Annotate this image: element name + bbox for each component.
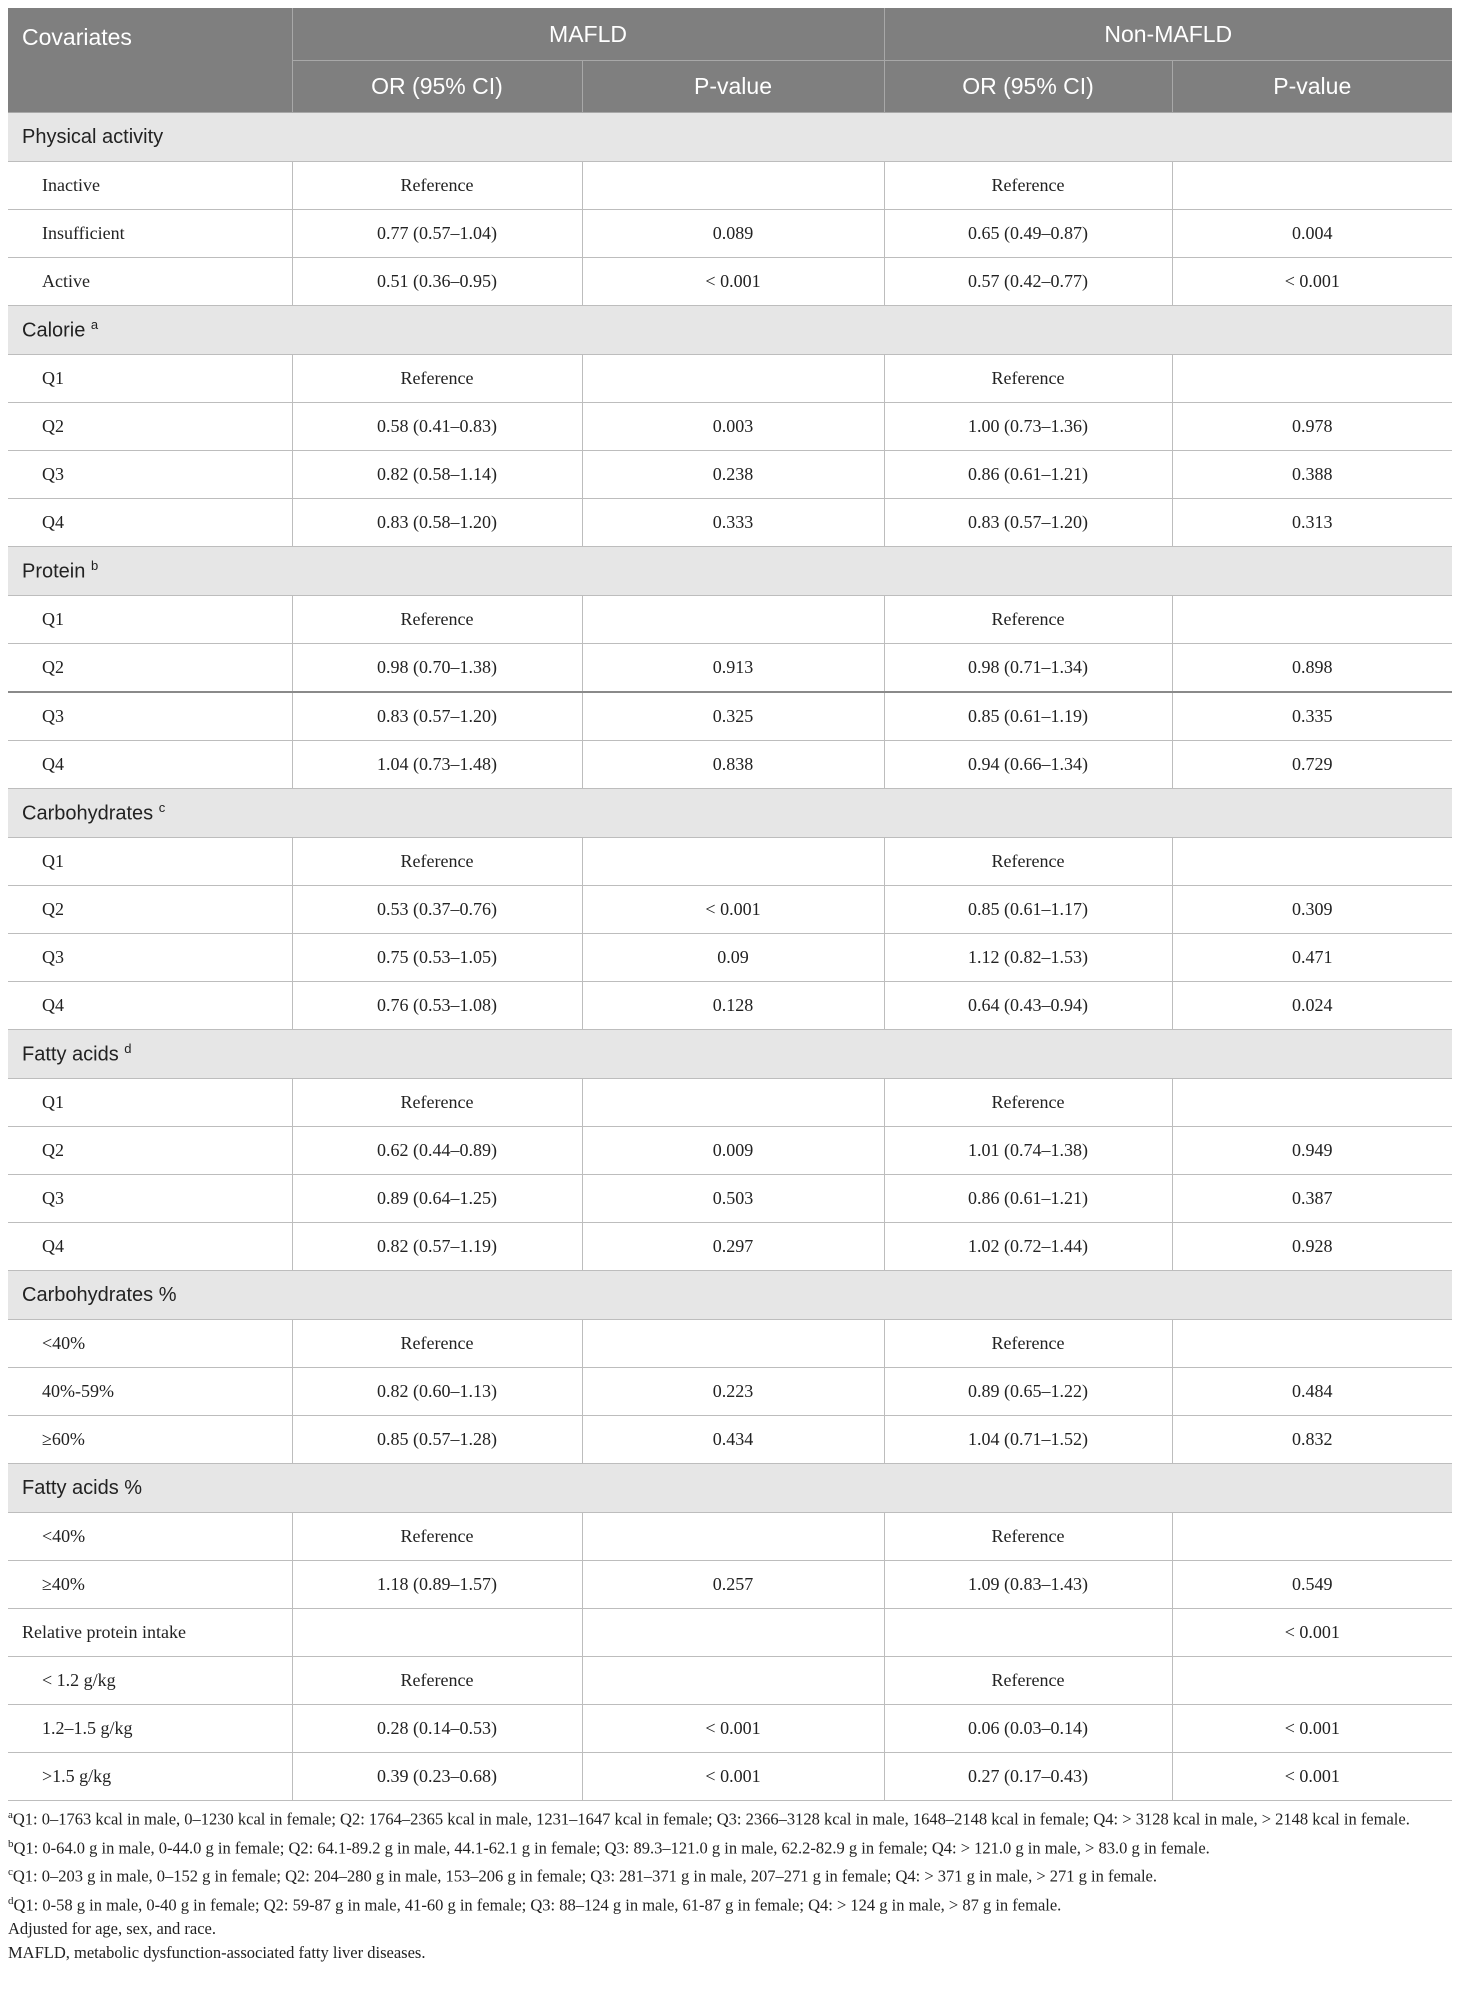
calorie-group [8,306,1452,547]
mafld-p: 0.009 [582,1127,884,1175]
mafld-or: 0.82 (0.57–1.19) [292,1223,582,1271]
row-label: ≥60% [8,1416,292,1464]
mafld-or: 0.62 (0.44–0.89) [292,1127,582,1175]
mafld-or: 0.75 (0.53–1.05) [292,934,582,982]
non-mafld-or: 1.02 (0.72–1.44) [884,1223,1172,1271]
non-mafld-or: 0.65 (0.49–0.87) [884,210,1172,258]
table-row [8,1320,1452,1368]
non-mafld-or: Reference [884,1657,1172,1705]
mafld-p: 0.257 [582,1561,884,1609]
table-row [8,499,1452,547]
carbohydrates-group [8,789,1452,1030]
row-label: Q2 [8,403,292,451]
mafld-p [582,838,884,886]
protein-group [8,547,1452,789]
mafld-header: MAFLD [292,8,884,61]
non-mafld-p-header: P-value [1172,61,1452,113]
non-mafld-or: 1.09 (0.83–1.43) [884,1561,1172,1609]
table-row [8,1657,1452,1705]
mafld-p: 0.913 [582,644,884,693]
mafld-or: 0.77 (0.57–1.04) [292,210,582,258]
table-row [8,741,1452,789]
fatty-acids-group [8,1030,1452,1271]
non-mafld-p [1172,1320,1452,1368]
non-mafld-p: 0.832 [1172,1416,1452,1464]
non-mafld-or: 1.04 (0.71–1.52) [884,1416,1172,1464]
section-header [8,1030,1452,1079]
row-label: Active [8,258,292,306]
row-label: Q3 [8,692,292,741]
mafld-p [582,1320,884,1368]
mafld-p [582,1609,884,1657]
non-mafld-or: Reference [884,355,1172,403]
row-label: Q2 [8,886,292,934]
row-label: Inactive [8,162,292,210]
relative-protein-group [8,1609,1452,1801]
mafld-p [582,1513,884,1561]
table-row [8,451,1452,499]
non-mafld-p: 0.471 [1172,934,1452,982]
non-mafld-or-header: OR (95% CI) [884,61,1172,113]
mafld-or: 0.89 (0.64–1.25) [292,1175,582,1223]
mafld-or: 0.51 (0.36–0.95) [292,258,582,306]
footnote-adjusted: Adjusted for age, sex, and race. [8,1919,216,1938]
non-mafld-p: 0.335 [1172,692,1452,741]
mafld-p: < 0.001 [582,1753,884,1801]
footnote-a: $^a$Q1: 0–1763 kcal in male, 0–1230 kcal in female; Q2: 1764–2365 kcal in male, 1231–1647 kcal in female; Q3: 2366–3128 kcal in male, 1648–2148 kcal in female; Q4: > 3128 kcal in male, > 2148 kcal in female. [8,1809,1410,1829]
mafld-p: 0.503 [582,1175,884,1223]
mafld-or-header: OR (95% CI) [292,61,582,113]
table-row [8,1416,1452,1464]
table-row [8,1609,1452,1657]
table-row [8,1705,1452,1753]
table-row [8,838,1452,886]
table-row [8,1368,1452,1416]
non-mafld-or: Reference [884,596,1172,644]
non-mafld-or: 0.86 (0.61–1.21) [884,1175,1172,1223]
physical-activity-group [8,113,1452,306]
non-mafld-p: 0.387 [1172,1175,1452,1223]
non-mafld-p [1172,1513,1452,1561]
non-mafld-header: Non-MAFLD [884,8,1452,61]
mafld-or: Reference [292,1079,582,1127]
section-header [8,789,1452,838]
non-mafld-or: 0.86 (0.61–1.21) [884,451,1172,499]
mafld-or: 0.83 (0.58–1.20) [292,499,582,547]
table-row [8,1223,1452,1271]
row-label: Q2 [8,1127,292,1175]
table-row [8,1561,1452,1609]
section-title: Fatty acids % [8,1464,1452,1513]
mafld-p [582,1079,884,1127]
non-mafld-p: < 0.001 [1172,258,1452,306]
table-row [8,1513,1452,1561]
mafld-or: 0.39 (0.23–0.68) [292,1753,582,1801]
mafld-or: 0.58 (0.41–0.83) [292,403,582,451]
table-footnotes [8,1803,1452,1965]
results-table-container [8,8,1452,1965]
non-mafld-p: 0.388 [1172,451,1452,499]
mafld-or: 1.18 (0.89–1.57) [292,1561,582,1609]
non-mafld-p: < 0.001 [1172,1705,1452,1753]
row-label: Q1 [8,1079,292,1127]
non-mafld-p [1172,1657,1452,1705]
row-label: Q1 [8,838,292,886]
row-label: Q4 [8,982,292,1030]
mafld-p [582,355,884,403]
non-mafld-or: 1.01 (0.74–1.38) [884,1127,1172,1175]
mafld-p: 0.325 [582,692,884,741]
non-mafld-or: Reference [884,162,1172,210]
non-mafld-or: 0.64 (0.43–0.94) [884,982,1172,1030]
non-mafld-or: 0.89 (0.65–1.22) [884,1368,1172,1416]
row-label: Q1 [8,596,292,644]
non-mafld-p: 0.978 [1172,403,1452,451]
mafld-p: 0.333 [582,499,884,547]
mafld-p: 0.003 [582,403,884,451]
non-mafld-p: < 0.001 [1172,1753,1452,1801]
mafld-or: 0.82 (0.60–1.13) [292,1368,582,1416]
mafld-p: 0.223 [582,1368,884,1416]
table-row [8,596,1452,644]
non-mafld-p: 0.313 [1172,499,1452,547]
section-header [8,1271,1452,1320]
section-header [8,306,1452,355]
table-row [8,1175,1452,1223]
non-mafld-or: 0.83 (0.57–1.20) [884,499,1172,547]
non-mafld-or: Reference [884,1079,1172,1127]
mafld-p: 0.838 [582,741,884,789]
row-label: Q3 [8,1175,292,1223]
row-label: Q2 [8,644,292,693]
non-mafld-p: 0.004 [1172,210,1452,258]
non-mafld-p: 0.898 [1172,644,1452,693]
non-mafld-or: Reference [884,838,1172,886]
mafld-p [582,1657,884,1705]
table-row [8,886,1452,934]
mafld-or: 0.76 (0.53–1.08) [292,982,582,1030]
table-row [8,934,1452,982]
mafld-or: Reference [292,162,582,210]
section-title: Carbohydrates $^c$ [8,789,1452,838]
table-row [8,355,1452,403]
table-row [8,1127,1452,1175]
non-mafld-p [1172,596,1452,644]
section-title: Physical activity [8,113,1452,162]
row-label: Q3 [8,451,292,499]
mafld-or: 0.98 (0.70–1.38) [292,644,582,693]
table-row [8,644,1452,693]
non-mafld-p: 0.729 [1172,741,1452,789]
row-label: Q1 [8,355,292,403]
table-row [8,258,1452,306]
mafld-p: 0.434 [582,1416,884,1464]
section-title: Protein $^b$ [8,547,1452,596]
footnote-c: $^c$Q1: 0–203 g in male, 0–152 g in female; Q2: 204–280 g in male, 153–206 g in female; Q3: 281–371 g in male, 207–271 g in female; Q4: > 371 g in male, > 271 g in female. [8,1866,1157,1886]
table-row [8,403,1452,451]
table-row [8,162,1452,210]
row-label: <40% [8,1320,292,1368]
non-mafld-or: 0.06 (0.03–0.14) [884,1705,1172,1753]
non-mafld-p: 0.309 [1172,886,1452,934]
mafld-p: 0.128 [582,982,884,1030]
carbohydrates-percent-group [8,1271,1452,1464]
mafld-p: < 0.001 [582,258,884,306]
mafld-or: 0.85 (0.57–1.28) [292,1416,582,1464]
non-mafld-p: < 0.001 [1172,1609,1452,1657]
non-mafld-or: 0.85 (0.61–1.19) [884,692,1172,741]
non-mafld-or [884,1609,1172,1657]
row-label: Q4 [8,499,292,547]
row-label: Q4 [8,1223,292,1271]
non-mafld-or: 0.27 (0.17–0.43) [884,1753,1172,1801]
non-mafld-p: 0.928 [1172,1223,1452,1271]
non-mafld-or: 1.12 (0.82–1.53) [884,934,1172,982]
mafld-p [582,596,884,644]
non-mafld-or: 0.57 (0.42–0.77) [884,258,1172,306]
mafld-p: 0.297 [582,1223,884,1271]
row-label: 1.2–1.5 g/kg [8,1705,292,1753]
mafld-p: 0.238 [582,451,884,499]
mafld-or: 1.04 (0.73–1.48) [292,741,582,789]
mafld-p-header: P-value [582,61,884,113]
non-mafld-or: Reference [884,1320,1172,1368]
mafld-or: Reference [292,596,582,644]
row-label: 40%-59% [8,1368,292,1416]
section-title: Fatty acids $^d$ [8,1030,1452,1079]
non-mafld-or: 0.98 (0.71–1.34) [884,644,1172,693]
mafld-p: 0.089 [582,210,884,258]
fatty-acids-percent-group [8,1464,1452,1609]
non-mafld-or: 0.85 (0.61–1.17) [884,886,1172,934]
section-header [8,547,1452,596]
non-mafld-p: 0.484 [1172,1368,1452,1416]
covariates-header: Covariates [8,8,292,113]
section-title: Calorie $^a$ [8,306,1452,355]
non-mafld-or: 1.00 (0.73–1.36) [884,403,1172,451]
non-mafld-p [1172,162,1452,210]
footnote-d: $^d$Q1: 0-58 g in male, 0-40 g in female; Q2: 59-87 g in male, 41-60 g in female; Q3: 88–124 g in male, 61-87 g in female; Q4: > 124 g in male, > 87 g in female. [8,1894,1062,1914]
table-row [8,692,1452,741]
row-label: >1.5 g/kg [8,1753,292,1801]
row-label: < 1.2 g/kg [8,1657,292,1705]
mafld-p [582,162,884,210]
non-mafld-p: 0.024 [1172,982,1452,1030]
non-mafld-p [1172,1079,1452,1127]
mafld-or: Reference [292,355,582,403]
mafld-or: Reference [292,1513,582,1561]
mafld-or: 0.83 (0.57–1.20) [292,692,582,741]
mafld-p: < 0.001 [582,1705,884,1753]
non-mafld-p: 0.549 [1172,1561,1452,1609]
odds-ratio-table [8,8,1452,1801]
table-row [8,982,1452,1030]
row-label: Q4 [8,741,292,789]
mafld-or [292,1609,582,1657]
mafld-or: 0.53 (0.37–0.76) [292,886,582,934]
section-header [8,1464,1452,1513]
row-label: ≥40% [8,1561,292,1609]
mafld-or: Reference [292,1657,582,1705]
footnote-abbreviation: MAFLD, metabolic dysfunction-associated fatty liver diseases. [8,1943,426,1962]
non-mafld-p [1172,838,1452,886]
mafld-p: < 0.001 [582,886,884,934]
non-mafld-p: 0.949 [1172,1127,1452,1175]
section-title: Carbohydrates % [8,1271,1452,1320]
mafld-or: 0.82 (0.58–1.14) [292,451,582,499]
section-header [8,113,1452,162]
row-label: Q3 [8,934,292,982]
footnote-b: $^b$Q1: 0-64.0 g in male, 0-44.0 g in female; Q2: 64.1-89.2 g in male, 44.1-62.1 g in female; Q3: 89.3–121.0 g in male, 62.2-82.9 g in female; Q4: > 121.0 g in male, > 83.0 g in female. [8,1837,1210,1857]
mafld-or: 0.28 (0.14–0.53) [292,1705,582,1753]
mafld-or: Reference [292,1320,582,1368]
mafld-or: Reference [292,838,582,886]
non-mafld-or: 0.94 (0.66–1.34) [884,741,1172,789]
table-row [8,1079,1452,1127]
table-row [8,1753,1452,1801]
mafld-p: 0.09 [582,934,884,982]
non-mafld-or: Reference [884,1513,1172,1561]
row-label: Relative protein intake [8,1609,292,1657]
non-mafld-p [1172,355,1452,403]
table-row [8,210,1452,258]
row-label: Insufficient [8,210,292,258]
row-label: <40% [8,1513,292,1561]
